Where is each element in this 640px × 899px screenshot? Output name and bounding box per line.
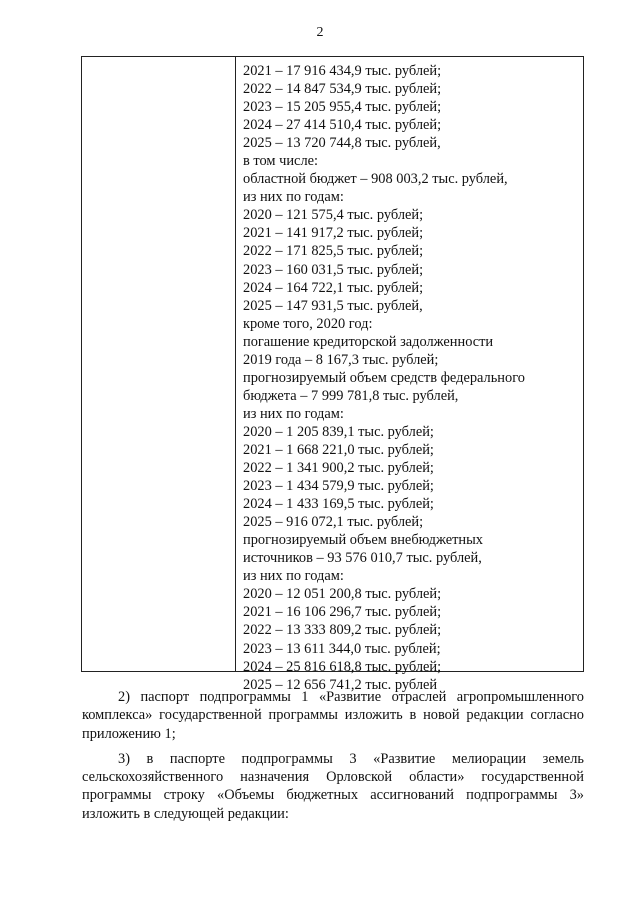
table-line: кроме того, 2020 год:	[243, 315, 373, 332]
table-line: из них по годам:	[243, 405, 344, 422]
paragraph: 2) паспорт подпрограммы 1 «Развитие отраслей агропромышленного комплекса» государственной программы изложить в новой редакции согласно приложению 1;	[82, 689, 584, 742]
table-line: 2022 – 13 333 809,2 тыс. рублей;	[243, 622, 442, 639]
table-line: погашение кредиторской задолженности	[243, 333, 494, 350]
table-line: 2020 – 12 051 200,8 тыс. рублей;	[243, 586, 442, 603]
table-line: прогнозируемый объем внебюджетных	[243, 532, 483, 549]
table-line: областной бюджет – 908 003,2 тыс. рублей,	[243, 171, 508, 188]
table-line: 2022 – 1 341 900,2 тыс. рублей;	[243, 460, 434, 477]
table-line: 2022 – 171 825,5 тыс. рублей;	[243, 243, 424, 260]
table-line: 2025 – 916 072,1 тыс. рублей;	[243, 514, 424, 531]
table-line: из них по годам:	[243, 568, 344, 585]
table-line: 2024 – 1 433 169,5 тыс. рублей;	[243, 496, 434, 513]
table-line: 2021 – 16 106 296,7 тыс. рублей;	[243, 604, 442, 621]
table-line: 2019 года – 8 167,3 тыс. рублей;	[243, 351, 439, 368]
table-line: прогнозируемый объем средств федерального	[243, 369, 525, 386]
table-line: 2024 – 27 414 510,4 тыс. рублей;	[243, 117, 442, 134]
table-line: 2023 – 1 434 579,9 тыс. рублей;	[243, 478, 434, 495]
paragraph: 3) в паспорте подпрограммы 3 «Развитие мелиорации земель сельскохозяйственного назначения Орловской области» государственной программы строку «Объемы бюджетных ассигнований подпрограммы 3» изложить в следующей редакции:	[82, 750, 584, 822]
table-line: 2023 – 160 031,5 тыс. рублей;	[243, 261, 424, 278]
document-body	[82, 688, 584, 830]
table-line: источников – 93 576 010,7 тыс. рублей,	[243, 550, 482, 567]
table-line: 2021 – 1 668 221,0 тыс. рублей;	[243, 441, 434, 458]
table-line: из них по годам:	[243, 189, 344, 206]
table-column-divider	[235, 57, 236, 671]
table-line: 2022 – 14 847 534,9 тыс. рублей;	[243, 81, 442, 98]
table-line: 2023 – 15 205 955,4 тыс. рублей;	[243, 99, 442, 116]
table-line: в том числе:	[243, 153, 319, 170]
passport-table	[81, 56, 584, 693]
page-number: 2	[316, 25, 324, 40]
table-line: бюджета – 7 999 781,8 тыс. рублей,	[243, 387, 459, 404]
table-line: 2020 – 121 575,4 тыс. рублей;	[243, 207, 424, 224]
table-line: 2025 – 13 720 744,8 тыс. рублей,	[243, 135, 441, 152]
table-line: 2025 – 147 931,5 тыс. рублей,	[243, 297, 423, 314]
table-right-column	[243, 62, 578, 694]
table-line: 2021 – 17 916 434,9 тыс. рублей;	[243, 63, 442, 79]
table-line: 2023 – 13 611 344,0 тыс. рублей;	[243, 640, 441, 657]
table-line: 2020 – 1 205 839,1 тыс. рублей;	[243, 423, 434, 440]
table-line: 2021 – 141 917,2 тыс. рублей;	[243, 225, 424, 242]
table-line: 2025 – 12 656 741,2 тыс. рублей	[243, 676, 438, 693]
table-line: 2024 – 25 816 618,8 тыс. рублей;	[243, 658, 442, 675]
table-line: 2024 – 164 722,1 тыс. рублей;	[243, 279, 424, 296]
